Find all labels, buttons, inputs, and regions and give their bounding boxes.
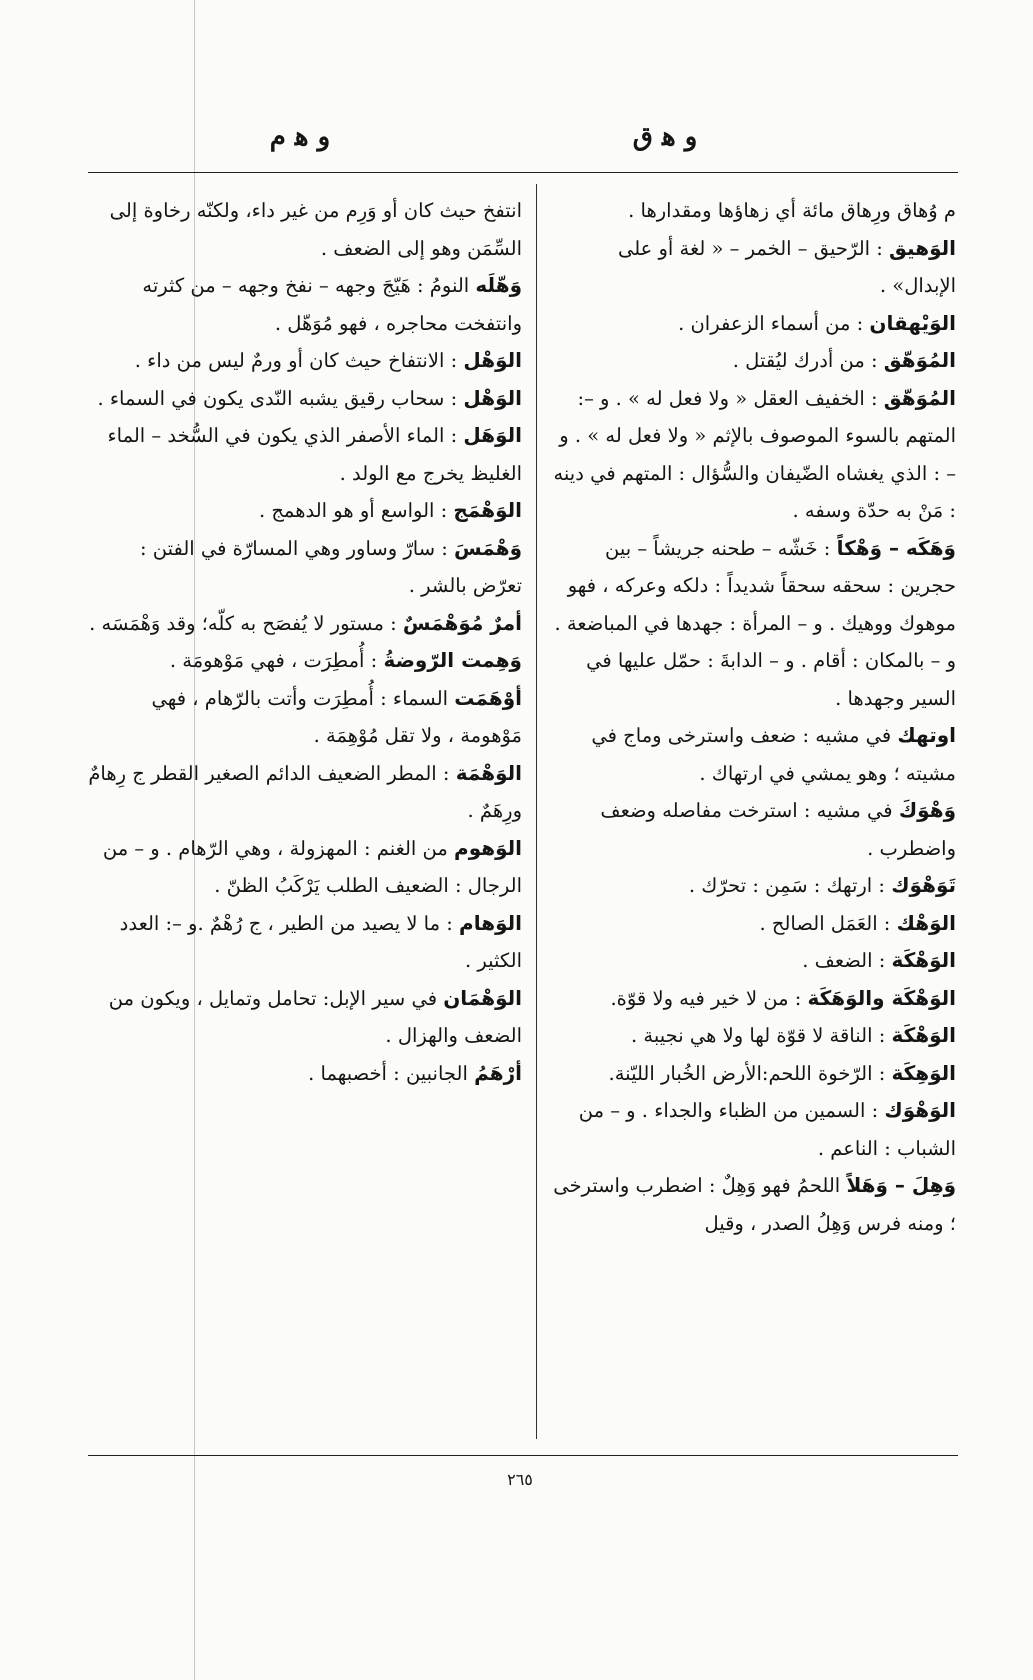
dictionary-entry bbox=[86, 417, 522, 492]
entry-definition: : أُمطِرَت ، فهي مَوْهومَة . bbox=[169, 649, 378, 672]
dictionary-entry bbox=[86, 530, 522, 605]
entry-headword: أوْهَمَت bbox=[454, 685, 522, 710]
entry-headword: الوَهْكَة bbox=[891, 1023, 956, 1047]
entry-headword: المُوَهّق bbox=[883, 385, 956, 410]
dictionary-entry bbox=[86, 980, 522, 1055]
entry-definition: النومُ : هَيّجَ وجهه – نفخ وجهه – من كثرته وانتفخت محاجره ، فهو مُوَهّل . bbox=[142, 274, 522, 335]
entry-definition: : ما لا يصيد من الطير ، ج رُهْمٌ .و –: العدد الكثير . bbox=[119, 911, 522, 972]
dictionary-entry bbox=[86, 605, 522, 643]
dictionary-entry bbox=[86, 830, 522, 905]
entry-definition: : الرّخوة اللحم:الأرض الخُبار الليّنة. bbox=[608, 1061, 886, 1085]
entry-headword: وَهِلَ – وَهَلاً bbox=[846, 1173, 956, 1197]
dictionary-entry bbox=[86, 342, 522, 380]
dictionary-entry bbox=[552, 867, 956, 905]
dictionary-entry bbox=[552, 530, 956, 718]
entry-headword: الوَهام bbox=[459, 910, 522, 935]
entry-definition: م وُهاق ورِهاق مائة أي زهاؤها ومقدارها . bbox=[628, 199, 956, 222]
right-column bbox=[552, 192, 956, 1442]
entry-headword: الوَهْمَان bbox=[443, 985, 522, 1010]
entry-definition: اللحمُ فهو وَهِلٌ : اضطرب واسترخى ؛ ومنه فرس وَهِلُ الصدر ، وقيل bbox=[553, 1174, 956, 1235]
entry-definition: انتفخ حيث كان أو وَرِم من غير داء، ولكنّه رخاوة إلى السِّمَن وهو إلى الضعف . bbox=[109, 199, 522, 260]
entry-definition: في سير الإبل: تحامل وتمايل ، ويكون من الضعف والهزال . bbox=[108, 986, 522, 1047]
entry-definition: : سارّ وساور وهي المسارّة في الفتن : تعرّض بالشر . bbox=[139, 536, 522, 597]
left-column bbox=[86, 192, 522, 1442]
entry-definition: : الواسع أو هو الدهمج . bbox=[258, 499, 448, 522]
entry-definition: السماء : أُمطِرَت وأتت بالرّهام ، فهي مَوْهومة ، ولا تقل مُوْهِمَة . bbox=[151, 686, 522, 747]
dictionary-entry bbox=[552, 192, 956, 230]
entry-headword: الوَهوم bbox=[454, 835, 522, 860]
dictionary-entry bbox=[86, 192, 522, 267]
dictionary-entry bbox=[552, 1017, 956, 1055]
left-column-header: و ﻫ م bbox=[269, 122, 331, 152]
dictionary-entry bbox=[552, 905, 956, 943]
dictionary-entry bbox=[552, 230, 956, 305]
entry-definition: : من أدرك ليُقتل . bbox=[732, 349, 878, 372]
entry-headword: وَهْوَكَ bbox=[898, 798, 956, 822]
dictionary-entry bbox=[86, 380, 522, 418]
entry-definition: : الخفيف العقل « ولا فعل له » . و –: المتهم بالسوء الموصوف بالإثم « ولا فعل له » . و – : الذي يغشاه الضّيفان والسُّؤال : المتهم في دينه : مَنْ به حدّة وسفه . bbox=[553, 386, 956, 522]
entry-headword: الوَهِكَة bbox=[891, 1060, 956, 1085]
entry-headword: اوتهك bbox=[897, 723, 956, 747]
entry-headword: الوَهْل bbox=[463, 385, 522, 410]
entry-headword: أرْهَمُ bbox=[474, 1060, 522, 1085]
entry-headword: الوَهْكَة والوَهَكَة bbox=[807, 985, 956, 1010]
entry-definition: : العَمَل الصالح . bbox=[759, 911, 891, 935]
entry-headword: الوَهْك bbox=[896, 910, 956, 935]
dictionary-entry bbox=[86, 680, 522, 755]
top-rule bbox=[88, 172, 958, 173]
entry-definition: : الرّحيق – الخمر – « لغة أو على الإبدال» . bbox=[617, 236, 956, 297]
entry-headword: الوَهْمَج bbox=[453, 498, 522, 522]
entry-definition: : الماء الأصفر الذي يكون في السُّخد – الماء الغليظ يخرج مع الولد . bbox=[107, 424, 522, 485]
entry-headword: الوَهْوَك bbox=[884, 1098, 956, 1122]
entry-headword: وَهْمَسَ bbox=[454, 535, 522, 560]
dictionary-entry bbox=[552, 792, 956, 867]
entry-headword: الوَهَل bbox=[463, 423, 522, 447]
entry-definition: في مشيه : استرخت مفاصله وضعف واضطرب . bbox=[600, 799, 956, 860]
dictionary-entry bbox=[552, 380, 956, 530]
entry-definition: : ارتهك : سَمِن : تحرّك . bbox=[688, 874, 885, 897]
dictionary-entry bbox=[552, 717, 956, 792]
dictionary-entry bbox=[552, 305, 956, 343]
dictionary-entry bbox=[86, 905, 522, 980]
entry-definition: في مشيه : ضعف واسترخى وماج في مشيته ؛ وهو يمشي في ارتهاك . bbox=[591, 724, 956, 785]
entry-definition: : الانتفاخ حيث كان أو ورمٌ ليس من داء . bbox=[134, 349, 458, 372]
entry-headword: المُوَهّق bbox=[883, 348, 956, 372]
entry-headword: الوَهْمَة bbox=[455, 760, 522, 785]
dictionary-entry bbox=[86, 492, 522, 530]
entry-headword: أمرٌ مُوَهْمَسٌ bbox=[402, 610, 522, 635]
entry-headword: وَهّلَه bbox=[475, 273, 522, 297]
dictionary-entry bbox=[552, 980, 956, 1018]
entry-headword: وَهَكَه – وَهْكاً bbox=[836, 535, 956, 560]
dictionary-entry bbox=[552, 1092, 956, 1167]
page-number: ٢٦٥ bbox=[507, 1470, 533, 1489]
bottom-rule bbox=[88, 1455, 958, 1456]
dictionary-entry bbox=[86, 267, 522, 342]
dictionary-entry bbox=[552, 1167, 956, 1242]
dictionary-entry bbox=[86, 1055, 522, 1093]
entry-headword: تَوَهْوَك bbox=[891, 873, 956, 897]
entry-definition: : من لا خير فيه ولا قوّة. bbox=[610, 986, 802, 1010]
entry-definition: الجانبين : أخصبهما . bbox=[308, 1061, 468, 1085]
entry-definition: : السمين من الظباء والجداء . و – من الشباب : الناعم . bbox=[578, 1099, 956, 1160]
entry-definition: : سحاب رقيق يشبه النّدى يكون في السماء . bbox=[97, 386, 458, 410]
dictionary-entry bbox=[86, 755, 522, 830]
entry-definition: : خَشّه – طحنه جريشاً – بين حجرين : سحقه سحقاً شديداً : دلكه وعركه ، فهو موهوك ووهيك . و – المرأة : جهدها في المباضعة . و – بالمكان : أقام . و – الدابةَ : حمّل عليها في السير وجهدها . bbox=[554, 536, 956, 710]
dictionary-entry bbox=[552, 1055, 956, 1093]
entry-headword: وَهِمت الرّوضةُ bbox=[383, 648, 522, 672]
right-column-header: و ﻫ ق bbox=[632, 122, 698, 152]
entry-headword: الوَهيق bbox=[889, 235, 956, 260]
dictionary-entry bbox=[86, 642, 522, 680]
entry-headword: الوَهْكَة bbox=[891, 948, 956, 972]
entry-definition: : المطر الضعيف الدائم الصغير القطر ج رِهامٌ ورِهَمٌ . bbox=[88, 761, 522, 822]
entry-definition: من الغنم : المهزولة ، وهي الرّهام . و – من الرجال : الضعيف الطلب يَرْكَبُ الظنّ . bbox=[102, 836, 522, 897]
entry-definition: : الضعف . bbox=[802, 949, 886, 972]
entry-definition: : الناقة لا قوّة لها ولا هي نجيبة . bbox=[631, 1024, 886, 1047]
entry-definition: : مستور لا يُفصَح به كلّه؛ وقد وَهْمَسَه . bbox=[89, 611, 397, 635]
entry-headword: الوَيْهقان bbox=[869, 310, 956, 335]
entry-definition: : من أسماء الزعفران . bbox=[678, 311, 864, 335]
entry-headword: الوَهْل bbox=[463, 348, 522, 372]
column-separator bbox=[536, 184, 537, 1439]
dictionary-entry bbox=[552, 942, 956, 980]
dictionary-entry bbox=[552, 342, 956, 380]
